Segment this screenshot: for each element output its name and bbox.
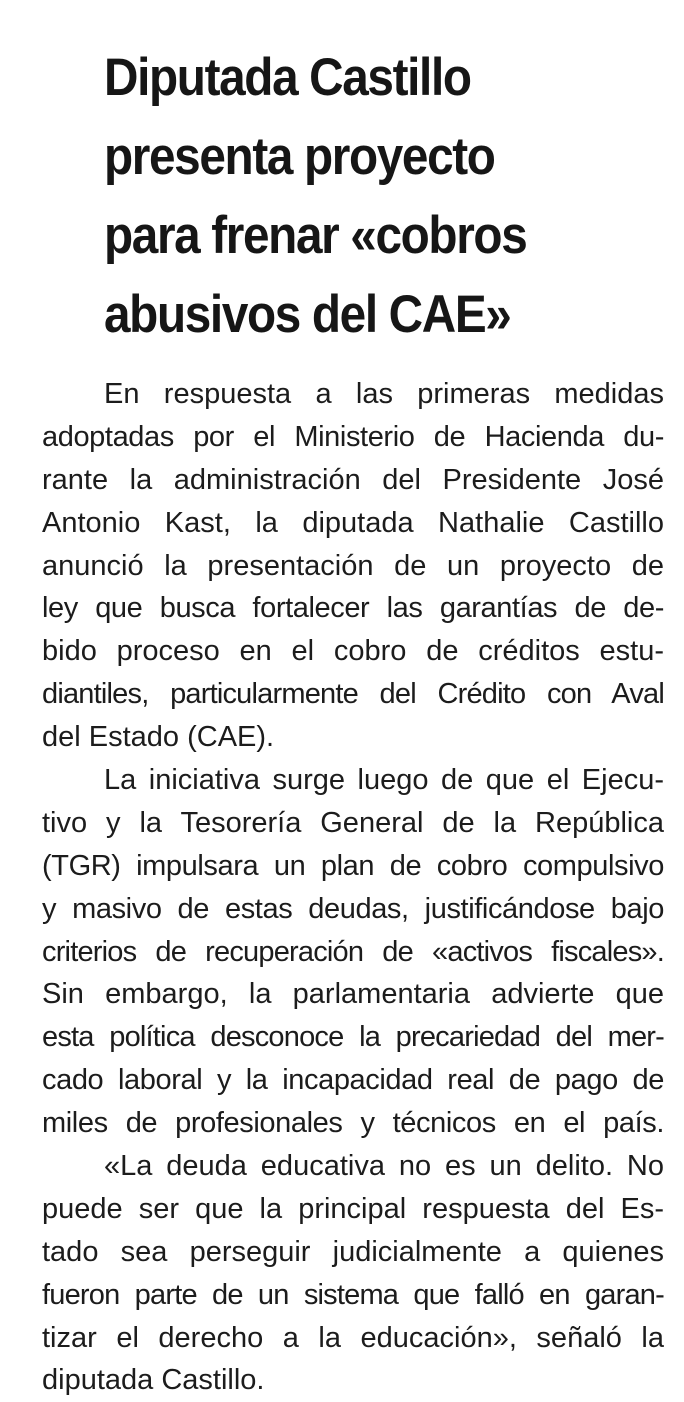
headline-line: presenta proyecto [104,127,495,186]
paragraph-1-line: diantiles, particularmente del Crédito con Aval [42,678,664,711]
headline-line: para frenar «cobros [104,206,527,265]
paragraph-1-line: En respuesta a las primeras medidas [104,378,664,410]
headline-line: Diputada Castillo [104,48,471,107]
paragraph-1-line: anunció la presentación de un proyecto de [42,549,664,582]
paragraph-3-line: «La deuda educativa no es un delito. No [104,1150,664,1183]
paragraph-2-line: criterios de recuperación de «activos fiscales». [42,935,664,968]
article-headline [104,38,608,354]
headline-line: abusivos del CAE» [104,285,511,344]
paragraph-1-line: del Estado (CAE). [42,721,275,754]
paragraph-1-line: ley que busca fortalecer las garantías de de- [42,592,664,625]
paragraph-1-line: Antonio Kast, la diputada Nathalie Castillo [42,506,664,539]
paragraph-3-line: diputada Castillo. [42,1364,265,1397]
paragraph-3-line: tizar el derecho a la educación», señaló la [42,1321,664,1354]
article-body [42,373,664,1402]
paragraph-3-line: fueron parte de un sistema que falló en garan- [42,1278,664,1311]
paragraph-1-line: rante la administración del Presidente José [42,463,664,496]
paragraph-3-line: tado sea perseguir judicialmente a quienes [42,1235,664,1268]
paragraph-2-line: cado laboral y la incapacidad real de pago de [42,1064,664,1097]
paragraph-1-line: adoptadas por el Ministerio de Hacienda du- [42,420,664,453]
paragraph-3-line: puede ser que la principal respuesta del Es- [42,1192,664,1225]
paragraph-2-line: tivo y la Tesorería General de la República [42,806,664,839]
paragraph-1-line: bido proceso en el cobro de créditos estu- [42,635,664,668]
paragraph-2-line: esta política desconoce la precariedad del mer- [42,1021,664,1054]
paragraph-2-line: Sin embargo, la parlamentaria advierte que [42,978,664,1011]
paragraph-2-line: miles de profesionales y técnicos en el país. [42,1107,664,1140]
paragraph-2-line: La iniciativa surge luego de que el Ejecu- [104,764,664,797]
paragraph-2-line: y masivo de estas deudas, justificándose bajo [42,892,664,925]
paragraph-2-line: (TGR) impulsara un plan de cobro compulsivo [42,849,664,882]
